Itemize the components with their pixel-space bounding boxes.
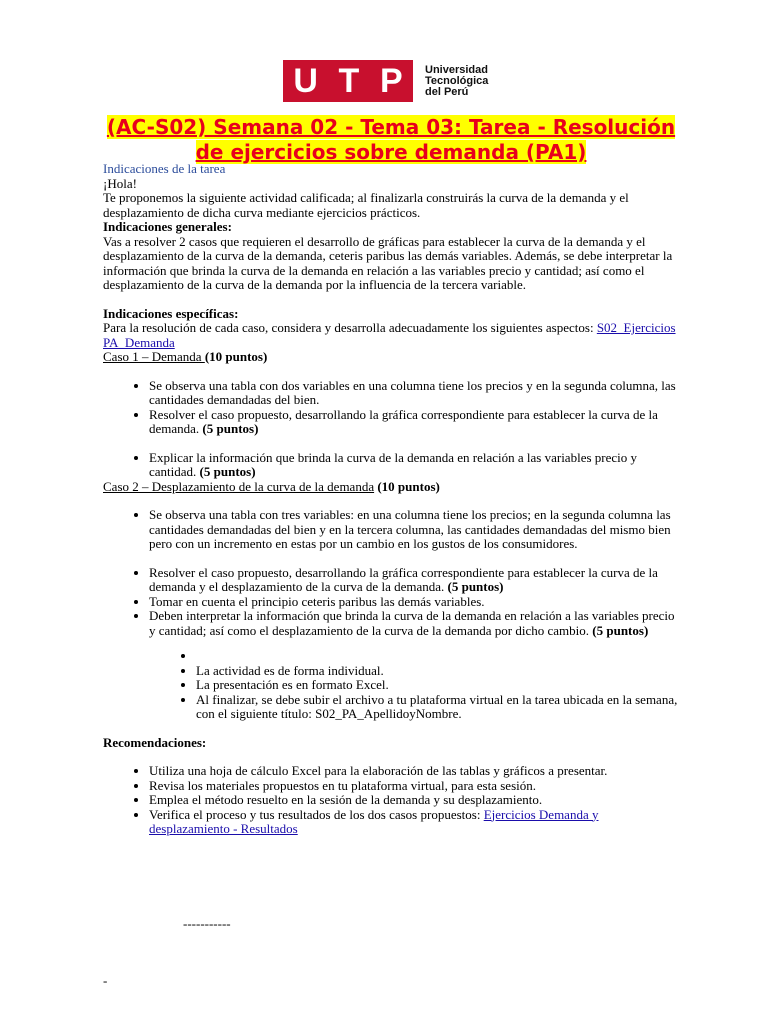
section-heading: Indicaciones de la tarea (103, 161, 226, 176)
case2-list (103, 508, 681, 552)
case1-item: • Resolver el caso propuesto, desarrollando la gráfica correspondiente para establecer la curva de la demanda. (5 puntos) (149, 408, 681, 437)
title-text: (AC-S02) Semana 02 - Tema 03: Tarea - Resolución de ejercicios sobre demanda (PA1) (106, 115, 676, 164)
task-content (103, 162, 681, 837)
separator-line: ----------- (183, 916, 231, 931)
case1-list (103, 379, 681, 437)
recommendation-item: • Revisa los materiales propuestos en tu plataforma virtual, para esta sesión. (149, 779, 681, 794)
logo-line-1: Universidad (425, 63, 488, 76)
case2-item: • Se observa una tabla con tres variables: en una columna tiene los precios; en la segunda columna las cantidades demandadas del bien y en la tercera columna, las cantidades demandadas del mismo bien pero con un incremento en estas por un cambio en los gustos de los consumidores. (149, 508, 681, 552)
case1-title (103, 350, 681, 365)
utp-logo (283, 60, 488, 102)
recommendations-heading: Recomendaciones: (103, 734, 207, 750)
case1-item: • Explicar la información que brinda la curva de la demanda en relación a las variables precio y cantidad. (5 puntos) (149, 451, 681, 480)
case2-title-text: Caso 2 – Desplazamiento de la curva de la demanda (103, 478, 375, 494)
logo-line-2: Tecnológica (425, 74, 489, 87)
intro-text: Te proponemos la siguiente actividad calificada; al finalizarla construirás la curva de la demanda y el desplazamiento de dicha curva mediante ejercicios prácticos. (103, 190, 629, 220)
results-link[interactable]: Ejercicios Demanda y desplazamiento - Resultados (149, 806, 599, 836)
notes-item (196, 649, 681, 664)
case2-item: • Resolver el caso propuesto, desarrollando la gráfica correspondiente para establecer la curva de la demanda y el desplazamiento de la curva de la demanda. (5 puntos) (149, 566, 681, 595)
recommendation-item: • Emplea el método resuelto en la sesión de la demanda y su desplazamiento. (149, 793, 681, 808)
footer-dash: - (103, 973, 108, 988)
page-title (103, 115, 679, 165)
notes-list (103, 649, 681, 722)
notes-item: • La presentación es en formato Excel. (196, 678, 681, 693)
case1-item: • Se observa una tabla con dos variables en una columna tiene los precios y en la segunda columna, las cantidades demandadas del bien. (149, 379, 681, 408)
exercises-link[interactable]: S02_Ejercicios PA_Demanda (103, 320, 676, 350)
logo-letter-t: T (338, 62, 360, 100)
logo-letter-u: U (293, 62, 318, 100)
case2-item: • Tomar en cuenta el principio ceteris paribus las demás variables. (149, 595, 681, 610)
logo-wordmark (425, 65, 488, 98)
notes-item: • Al finalizar, se debe subir el archivo a tu plataforma virtual en la tarea ubicada en la semana, con el siguiente título: S02_PA_ApellidoyNombre. (196, 693, 681, 722)
general-heading: Indicaciones generales: (103, 219, 232, 234)
recommendation-item: • Verifica el proceso y tus resultados de los dos casos propuestos: Ejercicios Demanda y desplazamiento - Resultados (149, 808, 681, 837)
recommendation-item: • Utiliza una hoja de cálculo Excel para la elaboración de las tablas y gráficos a presentar. (149, 764, 681, 779)
notes-item: • La actividad es de forma individual. (196, 664, 681, 679)
case1-points: (10 puntos) (204, 349, 268, 364)
logo-letter-p: P (379, 62, 403, 100)
recommendations-list (103, 764, 681, 837)
case2-list-2 (103, 566, 681, 639)
specific-heading: Indicaciones específicas: (103, 305, 239, 321)
specific-text (103, 321, 681, 350)
case2-points: (10 puntos) (374, 478, 440, 494)
logo-line-3: del Perú (425, 85, 469, 98)
case1-title-text: Caso 1 – Demanda (103, 349, 205, 364)
case1-list-2 (103, 451, 681, 480)
greeting: ¡Hola! (103, 175, 137, 191)
case2-title (103, 480, 681, 495)
general-text: Vas a resolver 2 casos que requieren el desarrollo de gráficas para establecer la curva de la demanda y el desplazamiento de la curva de la demanda, ceteris paribus las demás variables. Además, se debe interpretar la información que brinda la curva de la demanda en relación a las variables precio y cantidad; así como el desplazamiento de la curva de la demanda por la influencia de la tercera variable. (103, 233, 673, 292)
utp-logo-mark (283, 60, 413, 102)
specific-intro: Para la resolución de cada caso, considera y desarrolla adecuadamente los siguientes aspectos: (103, 320, 597, 335)
case2-item: • Deben interpretar la información que brinda la curva de la demanda en relación a las variables precio y cantidad; así como el desplazamiento de la curva de la demanda por dicho cambio. (5 puntos) (149, 609, 681, 638)
